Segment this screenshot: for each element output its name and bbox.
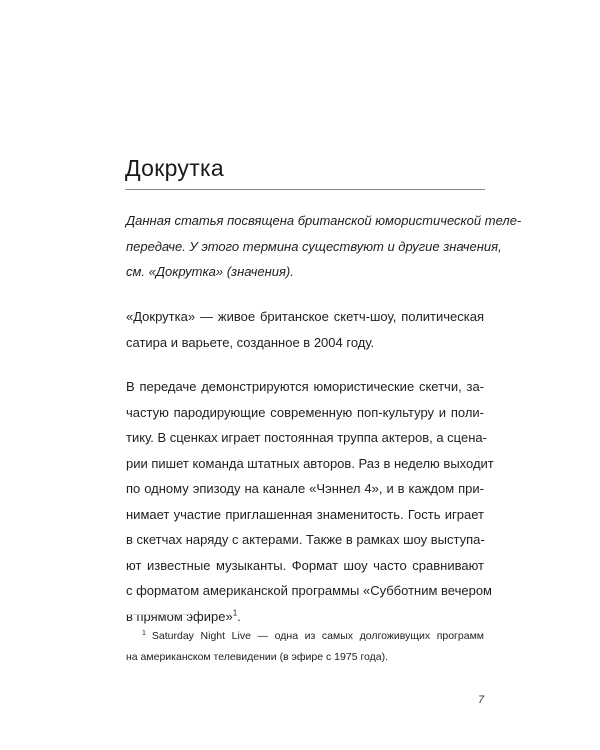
text-line: рии пишет команда штатных авторов. Раз в неделю выходит <box>126 455 494 471</box>
text-line: ют известные музыканты. Формат шоу часто сравнивают <box>126 557 484 573</box>
title-divider <box>125 189 485 190</box>
text-line: в скетчах наряду с актерами. Также в рамках шоу выступа- <box>126 532 485 547</box>
page-number: 7 <box>478 694 485 706</box>
text-line-with-footnote: в прямом эфире»$^1$. <box>126 608 241 624</box>
footnote-line <box>126 626 484 647</box>
text-line: нимает участие приглашенная знаменитость. Гость играет <box>126 506 484 522</box>
text-line: по одному эпизоду на канале «Чэннел 4», и в каждом при- <box>126 481 484 496</box>
intro-paragraph <box>126 304 484 355</box>
text-line: «Докрутка» — живое британское скетч-шоу, политическая <box>126 309 484 324</box>
footnote-reference[interactable]: 1 <box>232 608 238 618</box>
text-line: передаче. У этого термина существуют и другие значения, <box>126 238 502 254</box>
footnote-line: на американском телевидении (в эфире с 1975 года). <box>126 651 389 663</box>
disambiguation-note <box>126 208 522 285</box>
article-title: Докрутка <box>125 155 225 181</box>
text-line: частую пародирующие современную поп-культуру и поли- <box>126 404 484 420</box>
footnote-divider <box>126 614 190 615</box>
text-line: с форматом американской программы «Субботним вечером <box>126 583 492 598</box>
text-line: в прямом эфире» <box>126 608 233 624</box>
footnote-text: Saturday Night Live — одна из самых долгоживущих программ <box>151 630 484 642</box>
body-paragraph <box>126 374 494 629</box>
text-line: В передаче демонстрируются юмористические скетчи, за- <box>126 379 484 394</box>
text-line: сатира и варьете, созданное в 2004 году. <box>126 334 375 350</box>
text-line: Данная статья посвящена британской юмористической теле- <box>126 213 522 228</box>
text-line: см. «Докрутка» (значения). <box>126 264 294 279</box>
text-line: тику. В сценках играет постоянная труппа актеров, а сцена- <box>126 430 487 445</box>
footnote-number: 1 <box>142 629 146 637</box>
footnote <box>126 626 484 668</box>
